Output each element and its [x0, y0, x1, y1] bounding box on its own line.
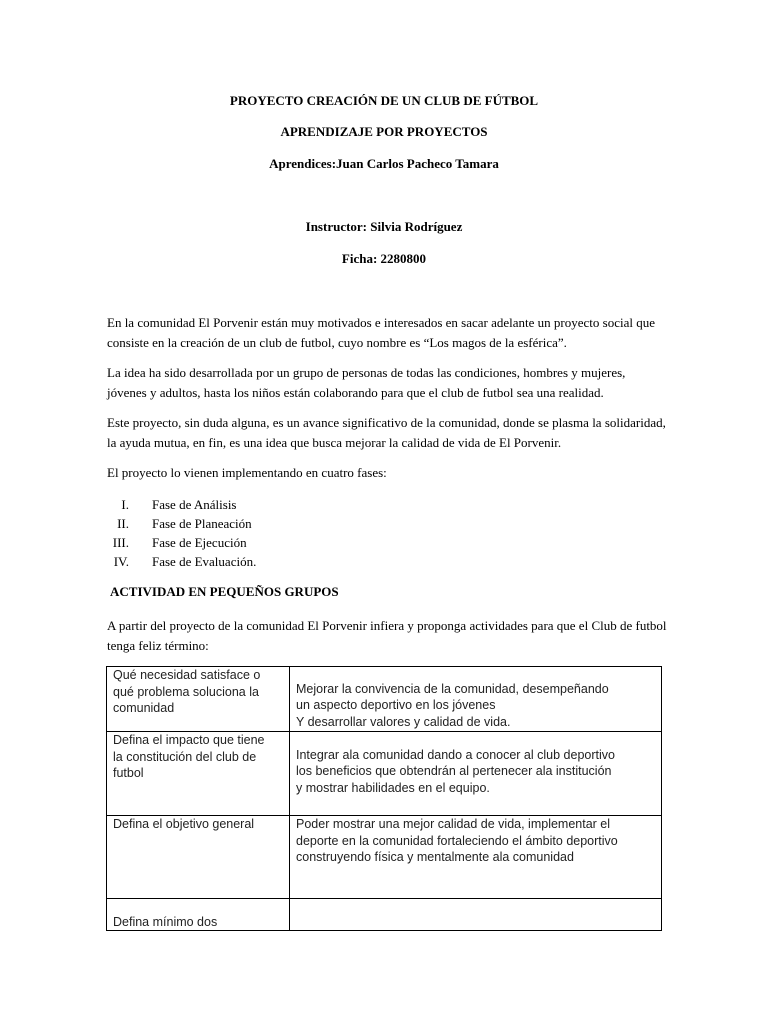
answer-line: construyendo física y mentalmente ala comunidad	[296, 850, 574, 864]
phase-label: Fase de Evaluación.	[152, 554, 257, 569]
phase-number: III.	[112, 535, 129, 550]
phase-list	[107, 495, 507, 571]
document-title: PROYECTO CREACIÓN DE UN CLUB DE FÚTBOL	[229, 93, 539, 108]
document-subtitle: APRENDIZAJE POR PROYECTOS	[280, 124, 488, 139]
list-item	[107, 514, 507, 533]
instructor-line: Instructor: Silvia Rodríguez	[305, 219, 463, 234]
phase-label: Fase de Ejecución	[152, 535, 247, 550]
list-item	[107, 495, 507, 514]
question-cell	[107, 667, 290, 732]
answer-cell	[290, 899, 662, 931]
question-line: Qué necesidad satisface o	[113, 668, 261, 682]
answer-line: Poder mostrar una mejor calidad de vida, implementar el	[296, 817, 611, 831]
answer-line: los beneficios que obtendrán al pertenecer ala institución	[296, 764, 612, 778]
question-line: Defina el objetivo general	[113, 817, 255, 831]
paragraph: En la comunidad El Porvenir están muy motivados e interesados en sacar adelante un proyecto social que consiste en la creación de un club de futbol, cuyo nombre es “Los magos de la esférica”.	[107, 315, 655, 350]
list-item	[107, 552, 507, 571]
instruction-paragraph: A partir del proyecto de la comunidad El Porvenir infiera y proponga actividades para que el Club de futbol tenga feliz término:	[107, 618, 667, 653]
phase-number: IV.	[113, 554, 129, 569]
table-row	[107, 667, 662, 732]
question-line: Defina mínimo dos	[113, 914, 218, 929]
answer-cell	[290, 667, 662, 732]
question-line: comunidad	[113, 701, 175, 715]
paragraph: El proyecto lo vienen implementando en cuatro fases:	[107, 465, 387, 480]
question-cell	[107, 899, 290, 931]
answer-line: un aspecto deportivo en los jóvenes	[296, 698, 496, 712]
paragraph: Este proyecto, sin duda alguna, es un avance significativo de la comunidad, donde se plasma la solidaridad, la ayuda mutua, en fin, es una idea que busca mejorar la calidad de vida de El Porvenir.	[107, 415, 666, 450]
question-cell	[107, 732, 290, 816]
question-line: la constitución del club de	[113, 749, 257, 764]
question-line: Defina el impacto que tiene	[113, 733, 265, 747]
question-line: futbol	[113, 766, 144, 780]
answer-line: Integrar ala comunidad dando a conocer al club deportivo	[296, 747, 615, 762]
answer-cell	[290, 732, 662, 816]
apprentices-line: Aprendices:Juan Carlos Pacheco Tamara	[269, 156, 499, 171]
phase-number: II.	[117, 516, 129, 531]
section-title: ACTIVIDAD EN PEQUEÑOS GRUPOS	[110, 584, 339, 599]
cell-spacer	[296, 796, 655, 814]
ficha-line: Ficha: 2280800	[341, 251, 427, 266]
answer-cell	[290, 816, 662, 899]
answer-line: deporte en la comunidad fortaleciendo el ámbito deportivo	[296, 833, 618, 848]
answer-line: Mejorar la convivencia de la comunidad, desempeñando	[296, 681, 609, 696]
paragraph: La idea ha sido desarrollada por un grupo de personas de todas las condiciones, hombres y mujeres, jóvenes y adultos, hasta los niños están colaborando para que el club de futbol sea una realidad.	[107, 365, 626, 400]
answer-line: Y desarrollar valores y calidad de vida.	[296, 714, 511, 729]
question-cell	[107, 816, 290, 899]
phase-number: I.	[121, 497, 129, 512]
activity-table	[106, 666, 662, 931]
table-row	[107, 732, 662, 816]
answer-line: y mostrar habilidades en el equipo.	[296, 780, 490, 795]
table-row	[107, 816, 662, 899]
phase-label: Fase de Planeación	[152, 516, 252, 531]
question-line: qué problema soluciona la	[113, 684, 259, 699]
table-row	[107, 899, 662, 931]
list-item	[107, 533, 507, 552]
phase-label: Fase de Análisis	[152, 497, 237, 512]
